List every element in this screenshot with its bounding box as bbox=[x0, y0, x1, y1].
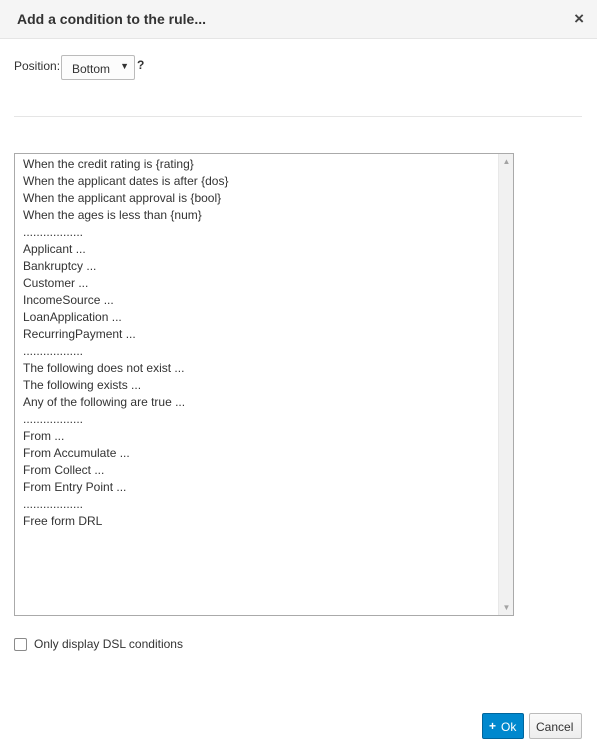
chevron-down-icon: ▼ bbox=[120, 61, 129, 71]
list-item[interactable]: From ... bbox=[23, 429, 65, 443]
list-item[interactable]: .................. bbox=[23, 412, 84, 426]
ok-label: Ok bbox=[501, 720, 517, 734]
list-item[interactable]: The following exists ... bbox=[23, 378, 142, 392]
list-item[interactable]: .................. bbox=[23, 225, 84, 239]
position-select-value: Bottom bbox=[72, 62, 111, 76]
list-item[interactable]: From Collect ... bbox=[23, 463, 105, 477]
list-item[interactable]: When the applicant approval is {bool} bbox=[23, 191, 222, 205]
dsl-only-label[interactable]: Only display DSL conditions bbox=[34, 637, 183, 651]
list-item[interactable]: From Accumulate ... bbox=[23, 446, 130, 460]
list-item[interactable]: Any of the following are true ... bbox=[23, 395, 186, 409]
help-icon[interactable]: ? bbox=[137, 58, 145, 72]
list-item[interactable]: IncomeSource ... bbox=[23, 293, 114, 307]
dsl-only-checkbox[interactable] bbox=[14, 638, 27, 651]
list-item[interactable]: Free form DRL bbox=[23, 514, 103, 528]
list-item[interactable]: Bankruptcy ... bbox=[23, 259, 97, 273]
list-item[interactable]: The following does not exist ... bbox=[23, 361, 185, 375]
cancel-button[interactable] bbox=[529, 713, 582, 739]
divider bbox=[14, 116, 582, 117]
list-item[interactable]: .................. bbox=[23, 344, 84, 358]
cancel-label: Cancel bbox=[536, 720, 574, 734]
dialog-title: Add a condition to the rule... bbox=[17, 11, 206, 27]
list-item[interactable]: LoanApplication ... bbox=[23, 310, 122, 324]
scroll-up-icon[interactable]: ▲ bbox=[502, 157, 511, 166]
ok-button[interactable] bbox=[482, 713, 524, 739]
position-label: Position: bbox=[14, 59, 61, 73]
list-item[interactable]: RecurringPayment ... bbox=[23, 327, 136, 341]
list-item[interactable]: Customer ... bbox=[23, 276, 89, 290]
list-item[interactable]: When the credit rating is {rating} bbox=[23, 157, 194, 171]
condition-listbox[interactable] bbox=[14, 153, 514, 616]
list-item[interactable]: When the applicant dates is after {dos} bbox=[23, 174, 229, 188]
list-item[interactable]: .................. bbox=[23, 497, 84, 511]
list-item[interactable]: From Entry Point ... bbox=[23, 480, 127, 494]
condition-list bbox=[23, 156, 228, 530]
scroll-down-icon[interactable]: ▼ bbox=[502, 603, 511, 612]
close-icon[interactable]: × bbox=[574, 9, 584, 28]
dialog-header bbox=[0, 0, 597, 39]
position-select[interactable] bbox=[61, 55, 135, 80]
scrollbar[interactable] bbox=[498, 154, 513, 615]
plus-icon: + bbox=[489, 719, 497, 733]
list-item[interactable]: When the ages is less than {num} bbox=[23, 208, 202, 222]
list-item[interactable]: Applicant ... bbox=[23, 242, 86, 256]
